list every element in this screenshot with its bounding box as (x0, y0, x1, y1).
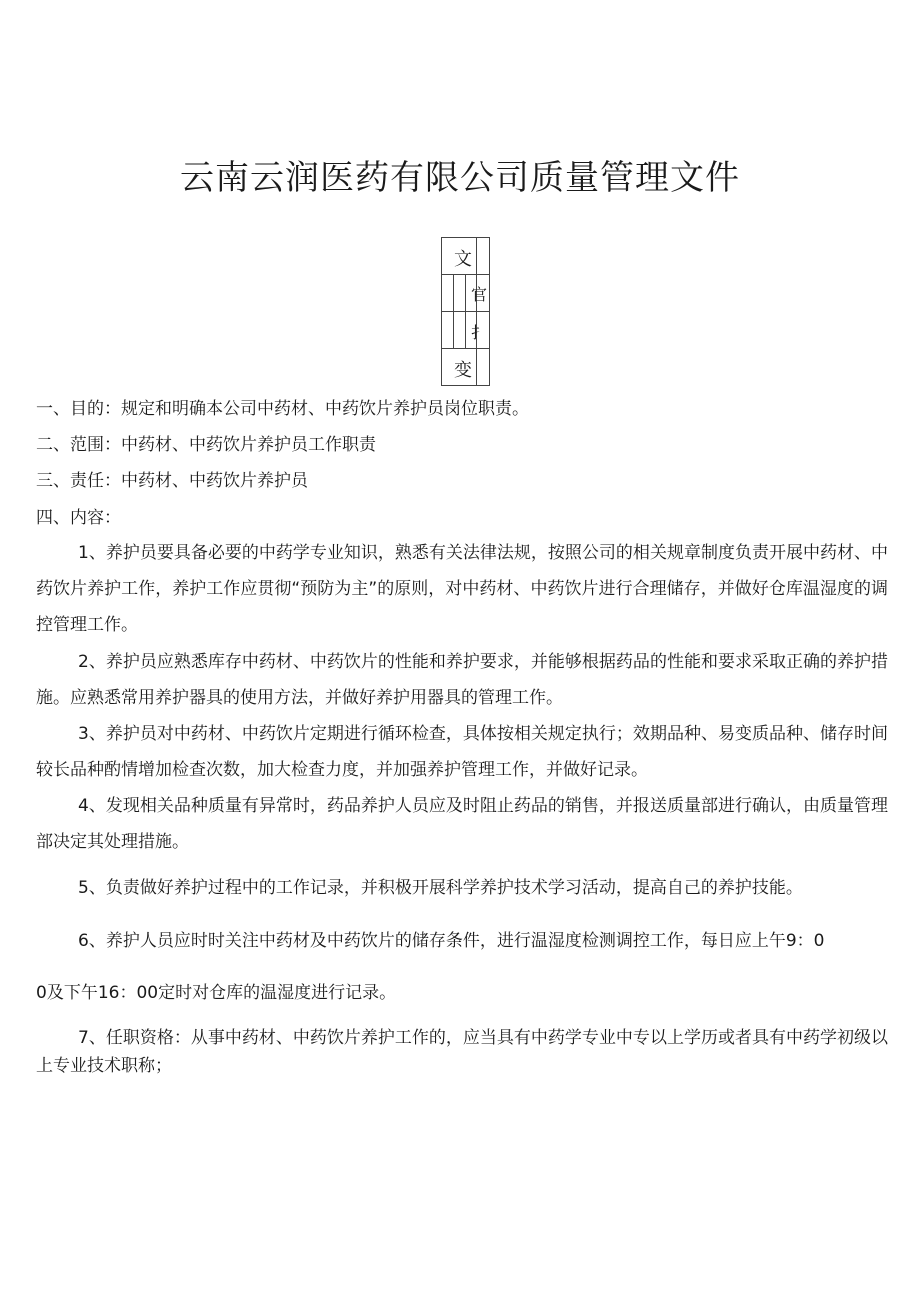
content-item-2: 2、养护员应熟悉库存中药材、中药饮片的性能和养护要求，并能够根据药品的性能和要求采取正确的养护措施。应熟悉常用养护器具的使用方法，并做好养护用器具的管理工作。 (36, 652, 888, 708)
stub-char-fragment-2: 扌 (471, 323, 488, 342)
stub-divider-5 (441, 311, 489, 312)
content-item-5: 5、负责做好养护过程中的工作记录，并积极开展科学养护技术学习活动，提高自己的养护技能。 (78, 878, 803, 898)
section-responsibility: 三、责任：中药材、中药饮片养护员 (36, 471, 308, 491)
stub-char-bottom: 变 (454, 360, 472, 381)
content-item-6: 6、养护人员应时时关注中药材及中药饮片的储存条件，进行温湿度检测调控工作，每日应上午9：0 (78, 931, 825, 951)
stub-divider-6 (441, 348, 489, 349)
content-item-4: 4、发现相关品种质量有异常时，药品养护人员应及时阻止药品的销售，并报送质量部进行确认，由质量管理部决定其处理措施。 (36, 796, 888, 852)
content-item-1: 1、养护员要具备必要的中药学专业知识，熟悉有关法律法规，按照公司的相关规章制度负责开展中药材、中药饮片养护工作，养护工作应贯彻“预防为主”的原则，对中药材、中药饮片进行合理储存，并做好仓库温湿度的调控管理工作。 (36, 543, 888, 635)
document-title: 云南云润医药有限公司质量管理文件 (180, 158, 740, 198)
stub-divider-4 (441, 274, 489, 275)
section-content-heading: 四、内容： (36, 508, 121, 528)
stub-char-top: 文 (454, 249, 472, 270)
section-purpose: 一、目的：规定和明确本公司中药材、中药饮片养护员岗位职责。 (36, 399, 529, 419)
content-item-7: 7、任职资格：从事中药材、中药饮片养护工作的，应当具有中药学专业中专以上学历或者具有中药学初级以上专业技术职称； (36, 1028, 888, 1076)
document-stub-box (441, 237, 489, 385)
content-item-3: 3、养护员对中药材、中药饮片定期进行循环检查，具体按相关规定执行；效期品种、易变质品种、储存时间较长品种酌情增加检查次数，加大检查力度，并加强养护管理工作，并做好记录。 (36, 724, 888, 780)
content-item-6-continuation: 0及下午16：00定时对仓库的温湿度进行记录。 (36, 983, 397, 1003)
section-scope: 二、范围：中药材、中药饮片养护员工作职责 (36, 435, 376, 455)
stub-char-fragment-1: 官 (471, 285, 488, 304)
